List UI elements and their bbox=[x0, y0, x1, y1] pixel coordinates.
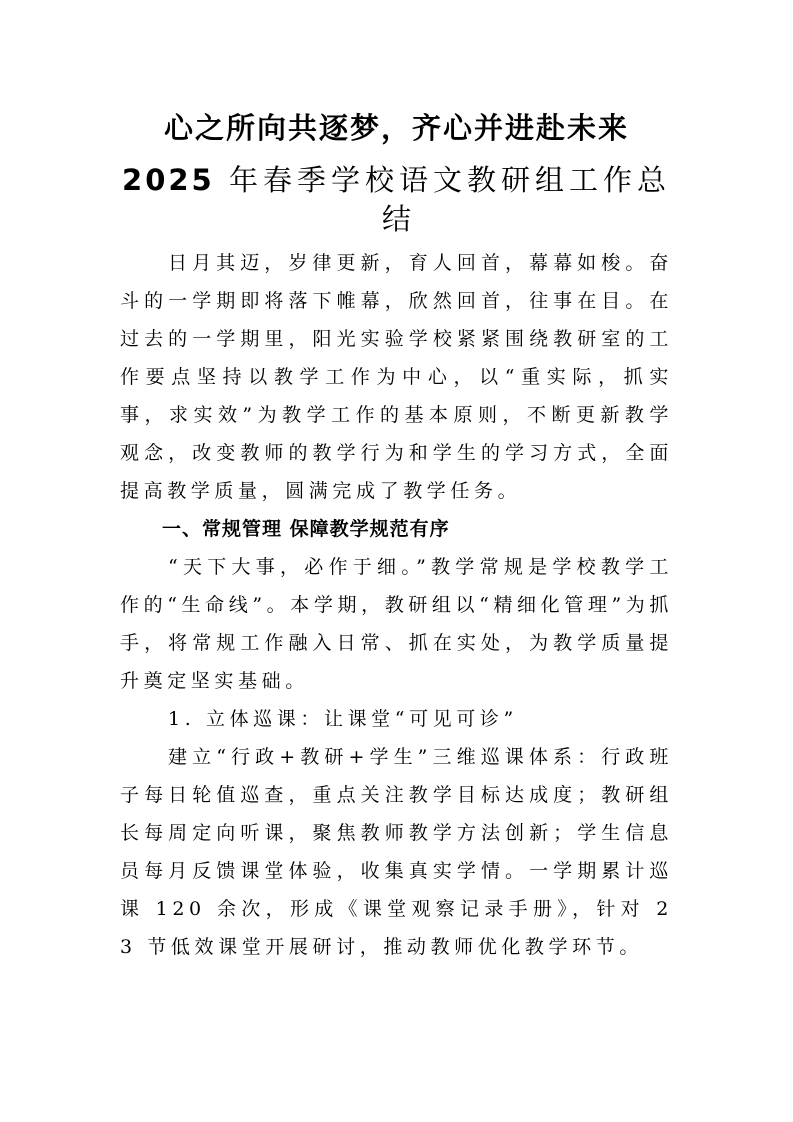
section-heading-routine-management: 一、常规管理 保障教学规范有序 bbox=[162, 518, 450, 540]
section-paragraph-routine-management: “天下大事，必作于细。”教学常规是学校教学工作的“生命线”。本学期，教研组以“精细化管理”为抓手，将常规工作融入日常、抓在实处，为教学质量提升奠定坚实基础。 bbox=[120, 556, 673, 692]
document-title-line-3: 结 bbox=[381, 202, 411, 236]
document-title-line-1: 心之所向共逐梦，齐心并进赴未来 bbox=[163, 111, 629, 145]
document-body bbox=[120, 244, 673, 966]
document-title-main: 年春季学校语文教研组工作总 bbox=[228, 163, 671, 197]
subsection-heading-classroom-patrol: 1. 立体巡课：让课堂“可见可诊” bbox=[168, 708, 518, 730]
document-title-line-2 bbox=[120, 160, 673, 200]
document-title-year: 2025 bbox=[122, 163, 215, 197]
subsection-paragraph-classroom-patrol: 建立“行政+教研+学生”三维巡课体系：行政班子每日轮值巡查，重点关注教学目标达成度；教研组长每周定向听课，聚焦教师教学方法创新；学生信息员每月反馈课堂体验，收集真实学情。一学期累计巡课 120 余次，形成《课堂观察记录手册》，针对 23 节低效课堂开展研讨，推动教师优化教学环节。 bbox=[120, 746, 673, 958]
intro-paragraph: 日月其迈，岁律更新，育人回首，幕幕如梭。奋斗的一学期即将落下帷幕，欣然回首，往事在目。在过去的一学期里，阳光实验学校紧紧围绕教研室的工作要点坚持以教学工作为中心，以“重实际，抓实事，求实效”为教学工作的基本原则，不断更新教学观念，改变教师的教学行为和学生的学习方式，全面提高教学质量，圆满完成了教学任务。 bbox=[120, 252, 673, 502]
